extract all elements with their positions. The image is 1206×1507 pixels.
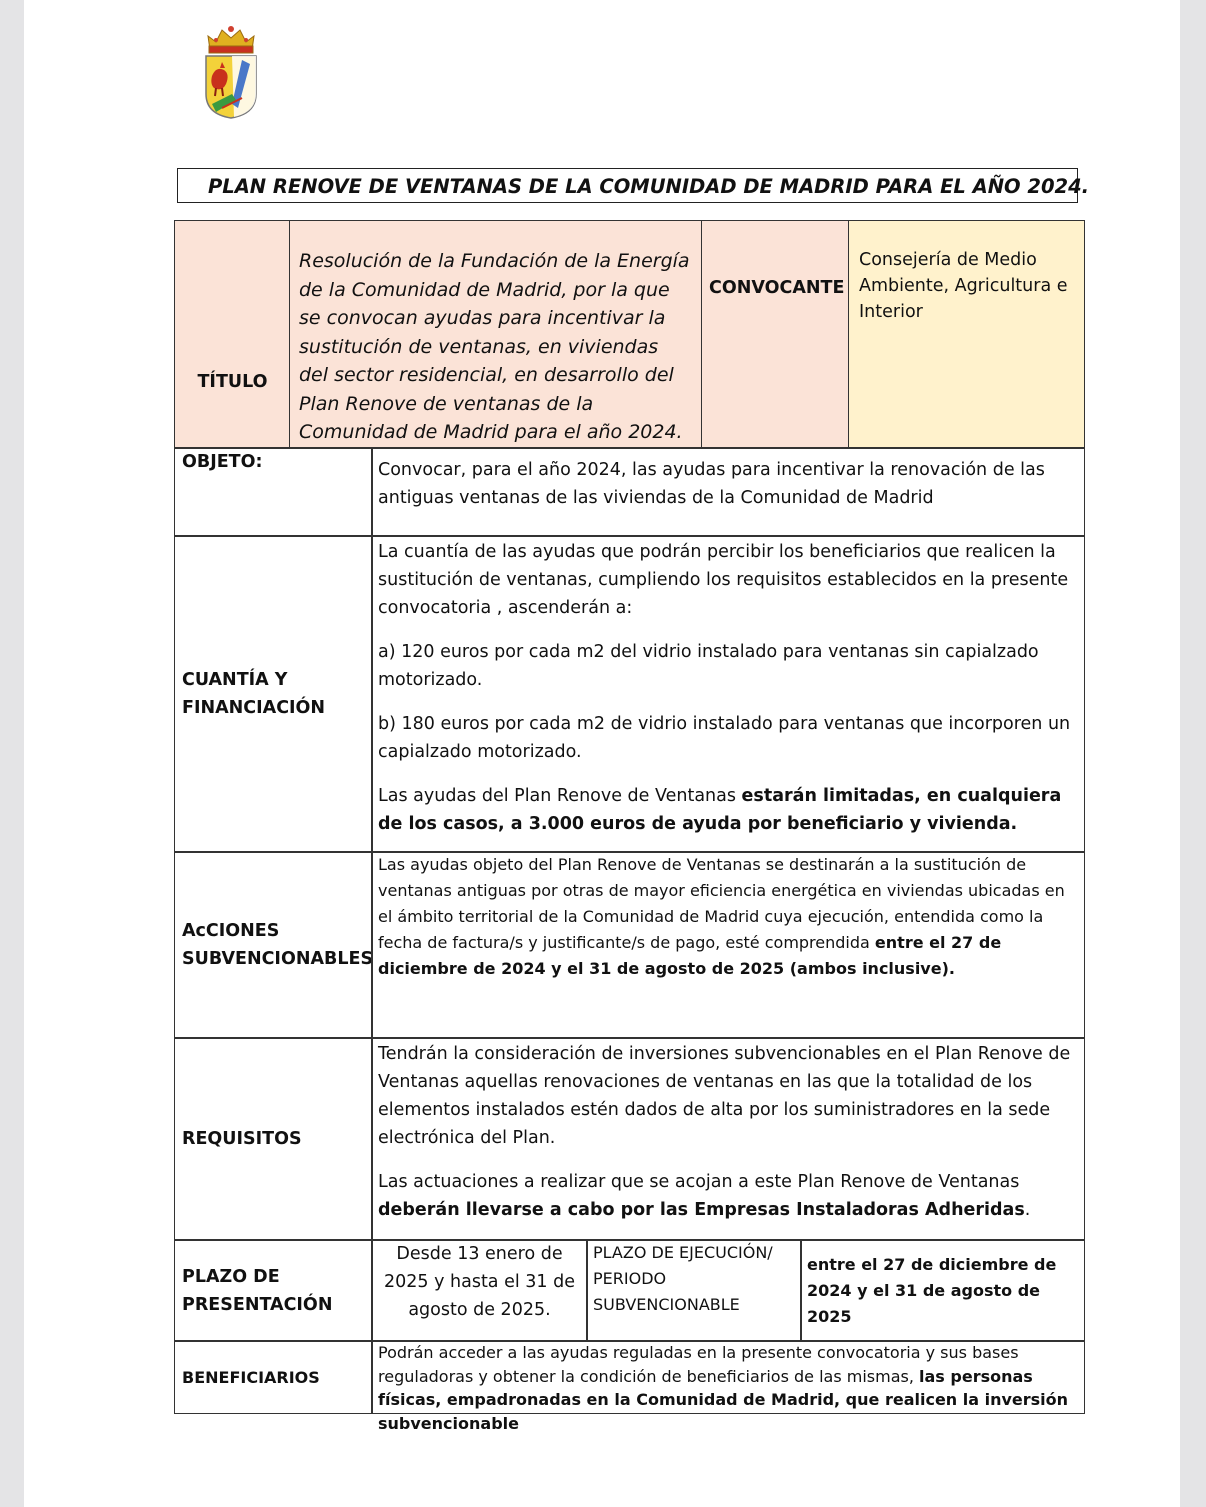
requisitos-p2-bold: deberán llevarse a cabo por las Empresas Instaladoras Adheridas [378, 1200, 1025, 1220]
ejecucion-label-cell [586, 1239, 802, 1342]
cuantia-paragraph-1: La cuantía de las ayudas que podrán percibir los beneficiarios que realicen la sustitución de ventanas, cumpliendo los requisitos establecidos en la presente convocatoria , ascenderán a: [378, 542, 1069, 618]
convocante-text: Consejería de Medio Ambiente, Agricultura e Interior [859, 250, 1068, 322]
requisitos-label: REQUISITOS [182, 1129, 302, 1149]
acciones-text-cell [371, 851, 1085, 1039]
titulo-label-cell [174, 220, 291, 449]
requisitos-label-cell [174, 1037, 373, 1241]
titulo-label: TÍTULO [197, 372, 268, 392]
plazo-label-cell [174, 1239, 373, 1342]
plazo-text-cell [371, 1239, 588, 1342]
beneficiarios-normal: Podrán acceder a las ayudas reguladas en la presente convocatoria y sus bases reguladoras y obtener la condición de beneficiarios de las mismas, [378, 1343, 1019, 1386]
objeto-text-cell [371, 447, 1085, 537]
cuantia-label-cell [174, 535, 373, 853]
convocante-label-cell [701, 220, 850, 449]
beneficiarios-bold: las personas físicas, empadronadas en la Comunidad de Madrid, que realicen la inversión subvencionable [378, 1366, 1069, 1433]
beneficiarios-text-cell [371, 1340, 1085, 1433]
titulo-text: Resolución de la Fundación de la Energía de la Comunidad de Madrid, por la que se convocan ayudas para incentivar la sustitución de ventanas, en viviendas del sector residencial, en desarrollo del Plan Renove de ventanas de la Comunidad de Madrid para el año 2024. [299, 250, 690, 443]
requisitos-p2-normal: Las actuaciones a realizar que se acojan a este Plan Renove de Ventanas [378, 1172, 1020, 1192]
beneficiarios-text [372, 1341, 1084, 1435]
ejecucion-text-cell [800, 1239, 1085, 1342]
cuantia-p4-bold: estarán limitadas, en cualquiera de los casos, a 3.000 euros de ayuda por beneficiario y vivienda. [378, 786, 1062, 834]
cuantia-paragraph-2: a) 120 euros por cada m2 del vidrio instalado para ventanas sin capialzado motorizado. [378, 642, 1039, 690]
cuantia-text-cell [371, 535, 1085, 853]
acciones-normal: Las ayudas objeto del Plan Renove de Ventanas se destinarán a la sustitución de ventanas antiguas por otras de mayor eficiencia energética en viviendas ubicadas en el ámbito territorial de la Comunidad de Madrid cuya ejecución, entendida como la fecha de factura/s y justificante/s de pago, esté comprendida [378, 855, 1065, 952]
requisitos-text-cell [371, 1037, 1085, 1241]
document-title: PLAN RENOVE DE VENTANAS DE LA COMUNIDAD DE MADRID PARA EL AÑO 2024. [177, 168, 1078, 203]
objeto-label-cell [174, 447, 373, 537]
cuantia-p4-normal: Las ayudas del Plan Renove de Ventanas [378, 786, 742, 806]
acciones-label-cell [174, 851, 373, 1039]
acciones-bold: entre el 27 de diciembre de 2024 y el 31 de agosto de 2025 (ambos inclusive). [378, 933, 1002, 978]
plazo-text: Desde 13 enero de 2025 y hasta el 31 de agosto de 2025. [384, 1244, 575, 1320]
municipal-coat-of-arms-logo [202, 24, 260, 120]
cuantia-paragraph-3: b) 180 euros por cada m2 de vidrio instalado para ventanas que incorporen un capialzado motorizado. [378, 714, 1071, 762]
requisitos-paragraph-2 [372, 1168, 1084, 1224]
acciones-text [372, 852, 1084, 982]
convocante-label: CONVOCANTE [709, 278, 845, 298]
convocante-text-cell [848, 220, 1085, 449]
acciones-label: AcCIONES SUBVENCIONABLES [182, 921, 374, 969]
beneficiarios-label: BENEFICIARIOS [182, 1367, 320, 1387]
requisitos-paragraph-1: Tendrán la consideración de inversiones subvencionables en el Plan Renove de Ventanas aquellas renovaciones de ventanas en las que la totalidad de los elementos instalados estén dados de alta por los suministradores en la sede electrónica del Plan. [378, 1044, 1071, 1148]
requisitos-p2-end: . [1024, 1200, 1031, 1220]
objeto-text: Convocar, para el año 2024, las ayudas para incentivar la renovación de las antiguas ventanas de las viviendas de la Comunidad de Madrid [378, 460, 1045, 508]
ejecucion-text: entre el 27 de diciembre de 2024 y el 31 de agosto de 2025 [807, 1254, 1057, 1326]
beneficiarios-label-cell [174, 1340, 373, 1414]
cuantia-paragraph-4 [372, 782, 1084, 838]
objeto-label: OBJETO: [182, 452, 263, 472]
ejecucion-label: PLAZO DE EJECUCIÓN/ PERIODO SUBVENCIONABLE [593, 1243, 773, 1314]
cuantia-label: CUANTÍA Y FINANCIACIÓN [182, 670, 326, 718]
titulo-text-cell [289, 220, 703, 449]
document-page [24, 0, 1180, 1507]
plazo-label: PLAZO DE PRESENTACIÓN [182, 1266, 333, 1315]
